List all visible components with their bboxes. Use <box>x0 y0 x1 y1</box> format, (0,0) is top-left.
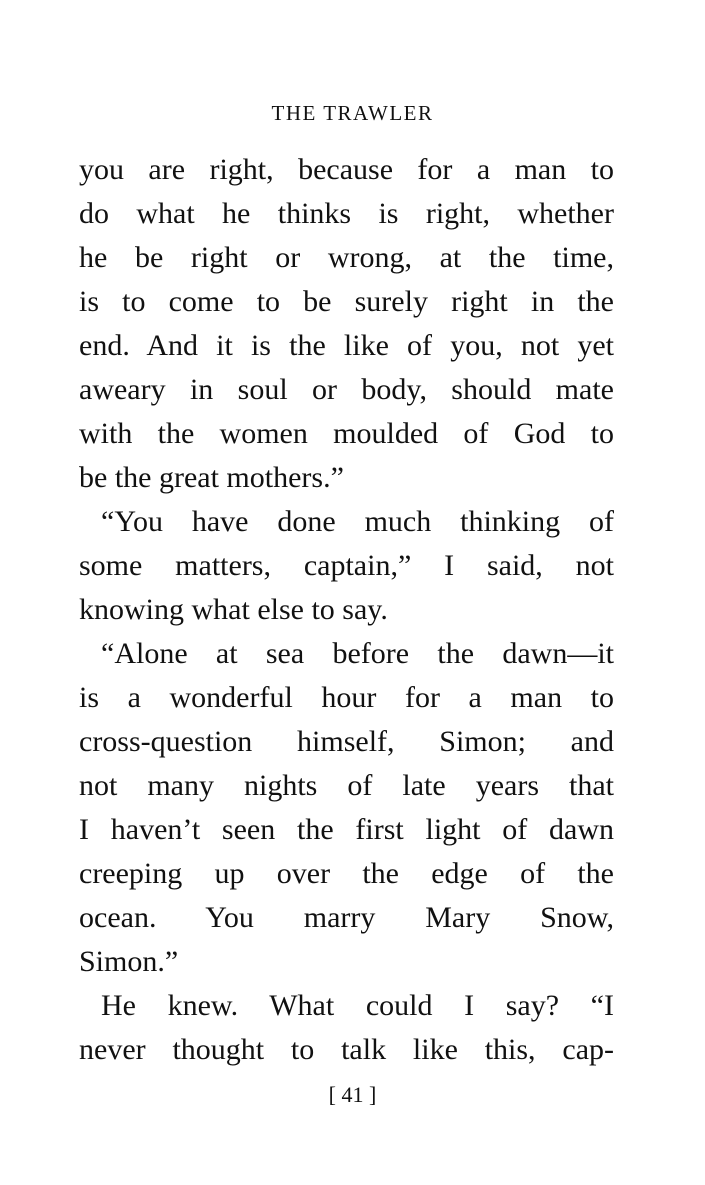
text-line: end. And it is the like of you, not yet <box>79 329 614 362</box>
text-line: He knew. What could I say? “I <box>101 989 614 1022</box>
text-line: is to come to be surely right in the <box>79 285 614 318</box>
text-line: be the great mothers.” <box>79 461 344 494</box>
text-line: I haven’t seen the first light of dawn <box>79 813 614 846</box>
text-line: you are right, because for a man to <box>79 153 614 186</box>
text-line: ocean. You marry Mary Snow, <box>79 901 614 934</box>
text-line: he be right or wrong, at the time, <box>79 241 614 274</box>
page-number: [ 41 ] <box>328 1082 377 1107</box>
text-line: never thought to talk like this, cap- <box>79 1033 614 1066</box>
text-line: with the women moulded of God to <box>79 417 614 450</box>
text-line: not many nights of late years that <box>79 769 614 802</box>
text-line: aweary in soul or body, should mate <box>79 373 614 406</box>
text-line: some matters, captain,” I said, not <box>79 549 614 582</box>
text-line: “Alone at sea before the dawn—it <box>101 637 614 670</box>
text-line: knowing what else to say. <box>79 593 388 626</box>
text-line: cross-question himself, Simon; and <box>79 725 614 758</box>
text-line: creeping up over the edge of the <box>79 857 614 890</box>
body-text <box>79 148 614 1072</box>
text-line: is a wonderful hour for a man to <box>79 681 614 714</box>
text-line: “You have done much thinking of <box>101 505 614 538</box>
running-head: THE TRAWLER <box>271 101 434 125</box>
text-line: Simon.” <box>79 945 179 978</box>
text-line: do what he thinks is right, whether <box>79 197 614 230</box>
